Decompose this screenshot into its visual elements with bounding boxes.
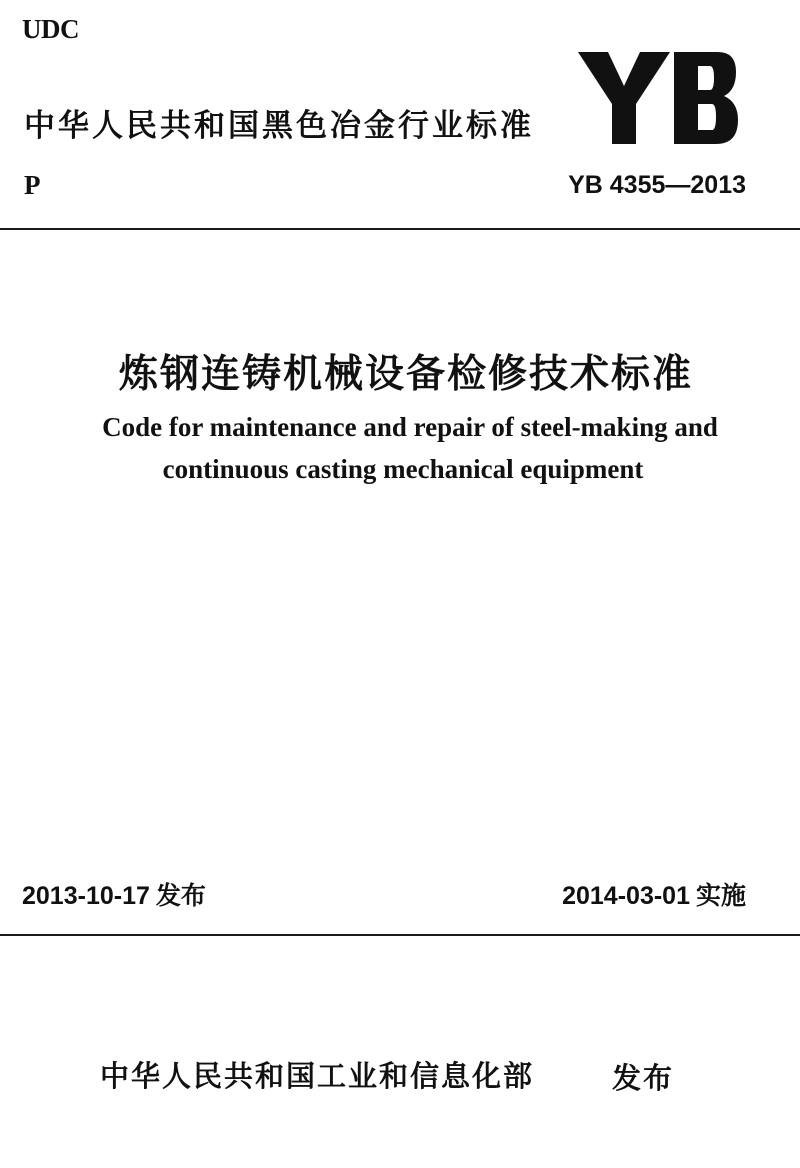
effective-date-value: 2014-03-01 <box>562 882 690 910</box>
effective-date <box>562 876 746 912</box>
title-chinese: 炼钢连铸机械设备检修技术标准 <box>118 352 693 397</box>
bottom-divider <box>0 934 800 936</box>
category-code: P <box>24 170 41 200</box>
industry-standard-heading: 中华人民共和国黑色冶金行业标准 <box>24 108 534 144</box>
yb-logo <box>578 52 738 144</box>
udc-label: UDC <box>22 14 79 44</box>
publisher-name: 中华人民共和国工业和信息化部 <box>100 1059 535 1093</box>
effective-date-suffix: 实施 <box>695 881 746 910</box>
top-divider <box>0 228 800 230</box>
publish-verb: 发布 <box>612 1061 675 1095</box>
issue-date-value: 2013-10-17 <box>22 882 150 910</box>
title-english-line1: Code for maintenance and repair of steel-making and <box>102 412 718 442</box>
standard-number: YB 4355—2013 <box>568 171 746 199</box>
issue-date-suffix: 发布 <box>155 881 206 910</box>
issue-date <box>22 876 206 912</box>
title-english-line2: continuous casting mechanical equipment <box>162 454 644 484</box>
